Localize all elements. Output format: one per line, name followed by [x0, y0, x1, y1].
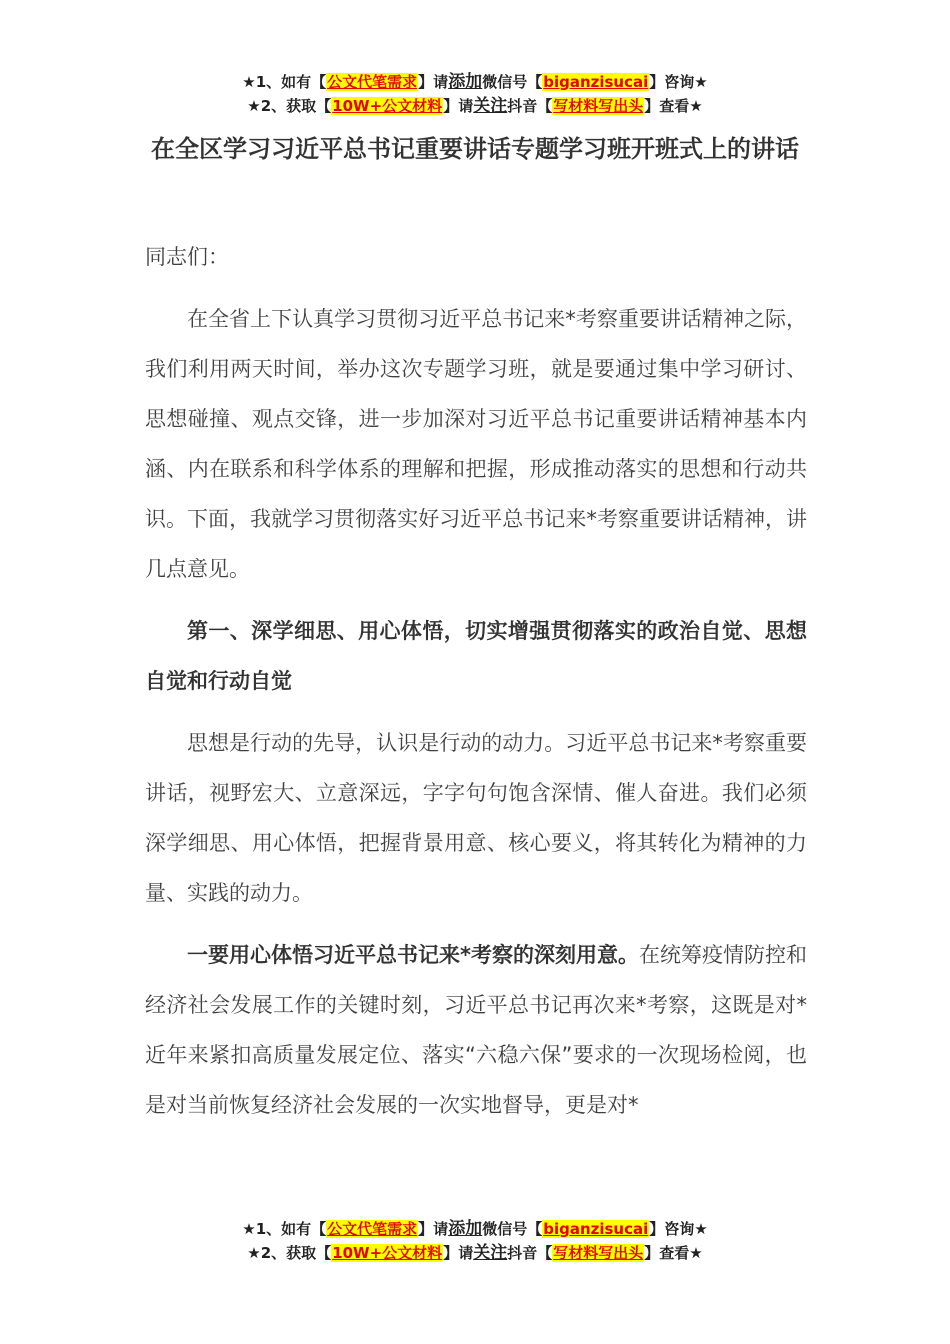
banner-highlight-wechat-id: biganzisucai: [543, 73, 649, 91]
section-heading-1: 第一、深学细思、用心体悟，切实增强贯彻落实的政治自觉、思想自觉和行动自觉: [145, 619, 807, 693]
point-1-text: 在统筹疫情防控和经济社会发展工作的关键时刻，习近平总书记再次来*考察，这既是对*近年来紧扣高质量发展定位、落实“六稳六保”要求的一次现场检阅，也是对当前恢复经济社会发展的一次实地督导，更是对*: [145, 943, 808, 1117]
paragraph-intro: 在全省上下认真学习贯彻习近平总书记来*考察重要讲话精神之际，我们利用两天时间，举办这次专题学习班，就是要通过集中学习研讨、思想碰撞、观点交锋，进一步加深对习近平总书记重要讲话精神基本内涵、内在联系和科学体系的理解和把握，形成推动落实的思想和行动共识。下面，我就学习贯彻落实好习近平总书记来*考察重要讲话精神，讲几点意见。: [145, 307, 807, 581]
banner-highlight-materials: 10W+公文材料: [332, 97, 443, 115]
footer-line-2: ★2、获取【10W+公文材料】请关注抖音【写材料写出头】查看★: [247, 1243, 703, 1263]
footer-highlight-douyin-id: 写材料写出头: [553, 1244, 644, 1262]
footer-banner: [0, 1217, 950, 1265]
banner-line-2: ★2、获取【10W+公文材料】请关注抖音【写材料写出头】查看★: [247, 96, 703, 116]
salutation: 同志们：: [145, 245, 229, 269]
footer-highlight-materials: 10W+公文材料: [332, 1244, 443, 1262]
paragraph-point-1: [145, 930, 807, 1130]
banner-highlight-douyin-id: 写材料写出头: [553, 97, 644, 115]
footer-line-1: ★1、如有【公文代笔需求】请添加微信号【biganzisucai】咨询★: [242, 1219, 708, 1239]
point-1-lead: 一要用心体悟习近平总书记来*考察的深刻用意。: [187, 943, 639, 967]
document-title: 在全区学习习近平总书记重要讲话专题学习班开班式上的讲话: [151, 135, 799, 163]
footer-highlight-wechat-id: biganzisucai: [543, 1220, 649, 1238]
paragraph-section-1: 思想是行动的先导，认识是行动的动力。习近平总书记来*考察重要讲话，视野宏大、立意深远，字字句句饱含深情、催人奋进。我们必须深学细思、用心体悟，把握背景用意、核心要义，将其转化为精神的力量、实践的动力。: [145, 731, 807, 905]
banner-highlight-service: 公文代笔需求: [327, 73, 418, 91]
document-body: [145, 232, 807, 1142]
footer-highlight-service: 公文代笔需求: [327, 1220, 418, 1238]
header-banner: [0, 70, 950, 118]
banner-line-1: ★1、如有【公文代笔需求】请添加微信号【biganzisucai】咨询★: [242, 72, 708, 92]
